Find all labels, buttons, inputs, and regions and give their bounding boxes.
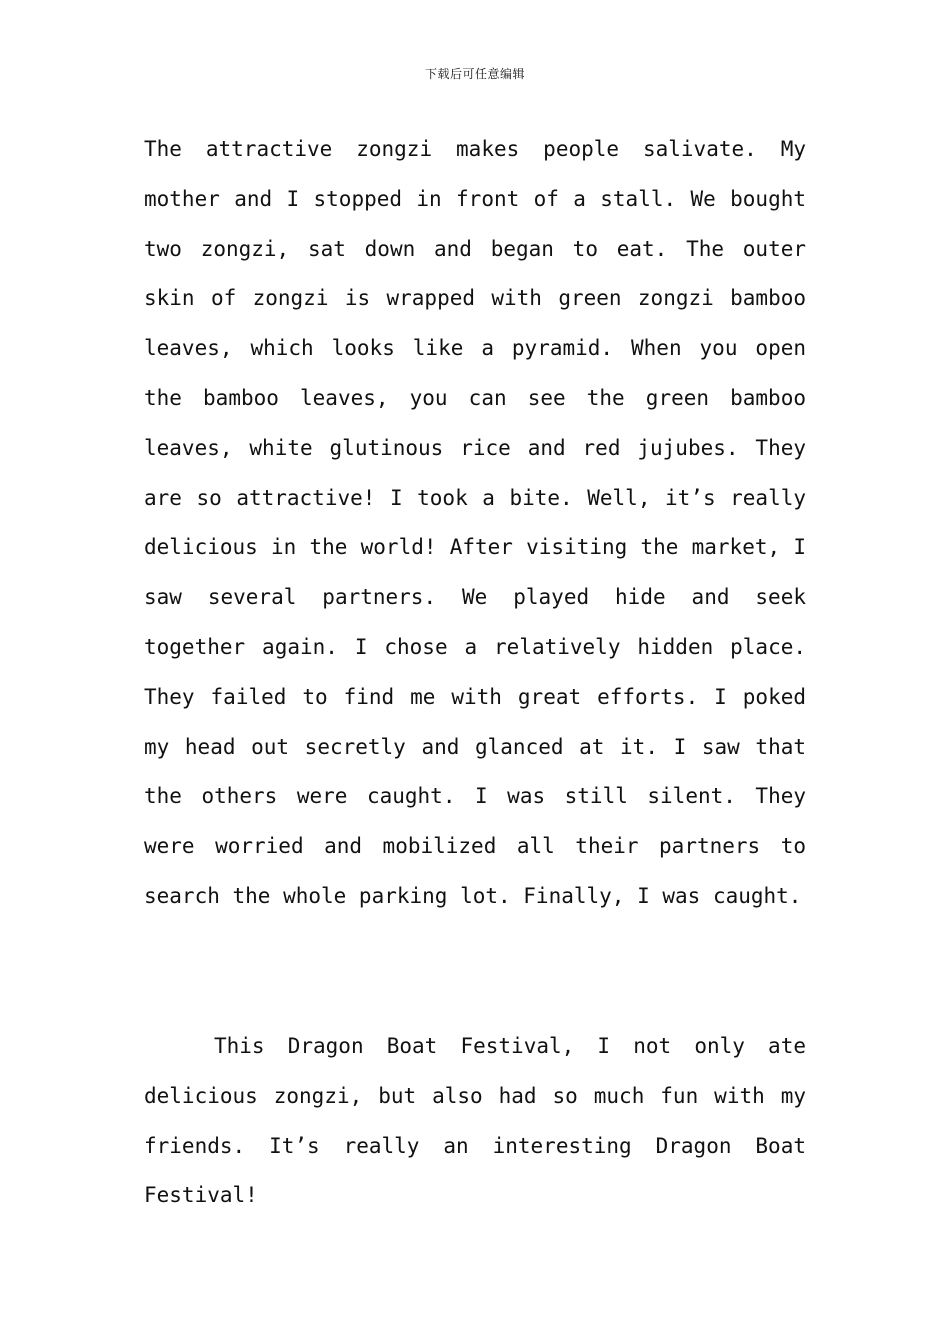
body-paragraph: The attractive zongzi makes people salivate. My mother and I stopped in front of a stall. We bought two zongzi, sat down and began to eat. The outer skin of zongzi is wrapped with green zongzi bamboo leaves, which looks like a pyramid. When you open the bamboo leaves, you can see the green bamboo leaves, white glutinous rice and red jujubes. They are so attractive! I took a bite. Well, it’s really delicious in the world! After visiting the market, I saw several partners. We played hide and seek together again. I chose a relatively hidden place. They failed to find me with great efforts. I poked my head out secretly and glanced at it. I saw that the others were caught. I was still silent. They were worried and mobilized all their partners to search the whole parking lot. Finally, I was caught. bbox=[144, 137, 806, 908]
closing-paragraph: This Dragon Boat Festival, I not only ate delicious zongzi, but also had so much fun with my friends. It’s really an interesting Dragon Boat Festival! bbox=[144, 1034, 806, 1208]
page-header: 下载后可任意编辑 bbox=[424, 67, 525, 81]
